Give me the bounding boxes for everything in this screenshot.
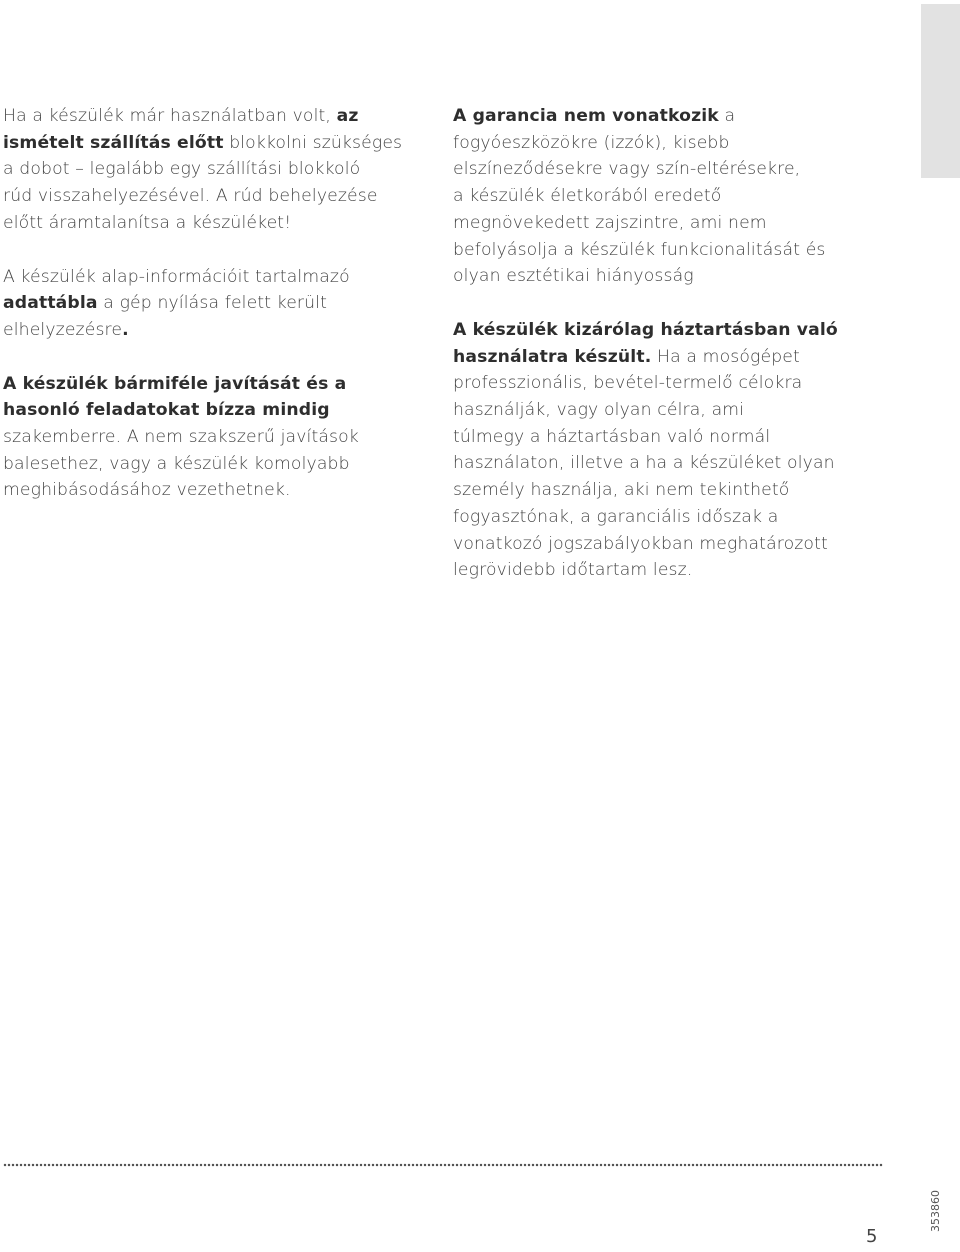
text-line: A készülék alap-információit tartalmazó <box>3 266 350 287</box>
text-line: előtt áramtalanítsa a készüléket! <box>3 212 292 233</box>
text-line: professzionális, bevétel-termelő célokra <box>453 373 803 394</box>
text-line: használják, vagy olyan célra, ami <box>453 400 745 421</box>
document-code: 353860 <box>929 1190 942 1232</box>
right-column <box>453 103 893 611</box>
text-line: elszíneződésekre vagy szín-eltérésekre, <box>453 159 801 180</box>
text-line: személy használja, aki nem tekinthető <box>453 480 790 501</box>
page-number: 5 <box>866 1226 878 1247</box>
text-line: használatra készült. Ha a mosógépet <box>453 346 800 367</box>
rating-plate-paragraph <box>3 264 423 344</box>
warranty-exclusion-paragraph <box>453 103 893 290</box>
text-line: fogyóeszközökre (izzók), kisebb <box>453 132 730 153</box>
section-tab-marker <box>921 4 960 178</box>
text-line: A készülék kizárólag háztartásban való <box>453 319 838 340</box>
household-use-paragraph <box>453 317 893 584</box>
text-line: meghibásodásához vezethetnek. <box>3 480 291 501</box>
text-line: A készülék bármiféle javítását és a <box>3 373 347 394</box>
text-line: balesethez, vagy a készülék komolyabb <box>3 453 350 474</box>
text-line: megnövekedett zajszintre, ami nem <box>453 212 767 233</box>
text-line: olyan esztétikai hiányosság <box>453 266 694 287</box>
text-line: elhelyzezésre. <box>3 319 129 340</box>
text-line: legrövidebb időtartam lesz. <box>453 560 693 581</box>
shipping-paragraph <box>3 103 423 237</box>
text-line: Ha a készülék már használatban volt, az <box>3 106 359 126</box>
text-line: túlmegy a háztartásban való normál <box>453 426 771 447</box>
text-line: a készülék életkorából eredető <box>453 186 722 207</box>
footer-dotted-divider <box>3 1163 883 1167</box>
text-line: vonatkozó jogszabályokban meghatározott <box>453 533 828 554</box>
text-line: rúd visszahelyezésével. A rúd behelyezése <box>3 186 378 207</box>
left-column <box>3 103 423 531</box>
text-line: befolyásolja a készülék funkcionalitását és <box>453 239 826 260</box>
text-line: adattábla a gép nyílása felett került <box>3 293 328 314</box>
text-line: fogyasztónak, a garanciális időszak a <box>453 506 779 527</box>
text-line: használaton, illetve a ha a készüléket olyan <box>453 453 835 474</box>
repair-paragraph <box>3 371 423 505</box>
text-line: hasonló feladatokat bízza mindig <box>3 400 330 421</box>
text-line: ismételt szállítás előtt blokkolni szükséges <box>3 132 403 153</box>
text-line: a dobot – legalább egy szállítási blokkoló <box>3 159 361 180</box>
text-line: szakemberre. A nem szakszerű javítások <box>3 427 359 448</box>
text-line: A garancia nem vonatkozik a <box>453 106 736 126</box>
